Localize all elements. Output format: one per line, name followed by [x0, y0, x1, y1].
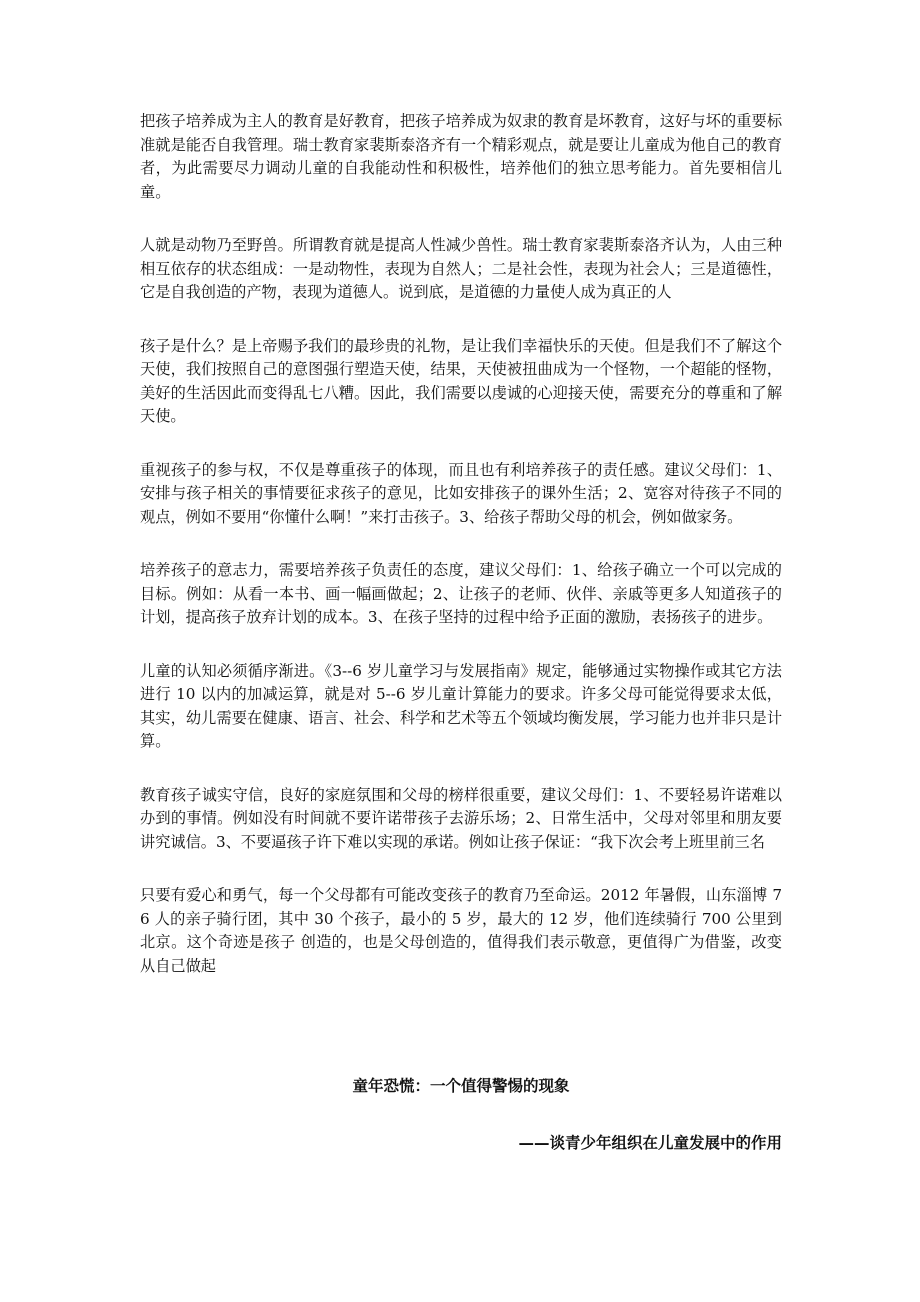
document-body — [140, 110, 782, 1008]
paragraph-human-nature: 人就是动物乃至野兽。所谓教育就是提高人性减少兽性。瑞士教育家裴斯泰洛齐认为，人由三种相互依存的状态组成：一是动物性，表现为自然人；二是社会性，表现为社会人；三是道德性，它是自我创造的产物，表现为道德人。说到底，是道德的力量使人成为真正的人 — [140, 236, 782, 301]
paragraph-children-as-angels: 孩子是什么？是上帝赐予我们的最珍贵的礼物，是让我们幸福快乐的天使。但是我们不了解这个天使，我们按照自己的意图强行塑造天使，结果，天使被扭曲成为一个怪物，一个超能的怪物，美好的生活因此而变得乱七八糟。因此，我们需要以虔诚的心迎接天使，需要充分的尊重和了解天使。 — [140, 336, 782, 425]
paragraph-love-and-courage: 只要有爱心和勇气，每一个父母都有可能改变孩子的教育乃至命运。2012 年暑假，山东淄博 76 人的亲子骑行团，其中 30 个孩子，最小的 5 岁，最大的 12 岁，他们连续骑行 700 公里到北京。这个奇迹是孩子 创造的，也是父母创造的，值得我们表示敬意，更值得广为借鉴，改变从自己做起 — [140, 886, 782, 975]
paragraph-willpower: 培养孩子的意志力，需要培养孩子负责任的态度，建议父母们：1、给孩子确立一个可以完成的目标。例如：从看一本书、画一幅画做起；2、让孩子的老师、伙伴、亲戚等更多人知道孩子的计划，提高孩子放弃计划的成本。3、在孩子坚持的过程中给予正面的激励，表扬孩子的进步。 — [140, 561, 782, 626]
paragraph-honesty: 教育孩子诚实守信，良好的家庭氛围和父母的榜样很重要，建议父母们：1、不要轻易许诺难以办到的事情。例如没有时间就不要许诺带孩子去游乐场；2、日常生活中，父母对邻里和朋友要讲究诚信。3、不要逼孩子许下难以实现的承诺。例如让孩子保证：“我下次会考上班里前三名 — [140, 785, 782, 851]
paragraph-self-management: 把孩子培养成为主人的教育是好教育，把孩子培养成为奴隶的教育是坏教育，这好与坏的重要标准就是能否自我管理。瑞士教育家裴斯泰洛齐有一个精彩观点，就是要让儿童成为他自己的教育者，为此需要尽力调动儿童的自我能动性和积极性，培养他们的独立思考能力。首先要相信儿童。 — [140, 112, 782, 201]
section-heading: 童年恐慌：一个值得警惕的现象 — [352, 1077, 570, 1095]
paragraph-cognition: 儿童的认知必须循序渐进。《3--6 岁儿童学习与发展指南》规定，能够通过实物操作或其它方法进行 10 以内的加减运算，就是对 5--6 岁儿童计算能力的要求。许多父母可能觉得要求太低，其实，幼儿需要在健康、语言、社会、科学和艺术等五个领域均衡发展，学习能力也并非只是计算。 — [140, 661, 782, 750]
paragraph-participation-rights: 重视孩子的参与权，不仅是尊重孩子的体现，而且也有利培养孩子的责任感。建议父母们：1、安排与孩子相关的事情要征求孩子的意见，比如安排孩子的课外生活；2、宽容对待孩子不同的观点，例如不要用“你懂什么啊！”来打击孩子。3、给孩子帮助父母的机会，例如做家务。 — [140, 460, 782, 526]
section-subheading: ——谈青少年组织在儿童发展中的作用 — [518, 1134, 782, 1152]
